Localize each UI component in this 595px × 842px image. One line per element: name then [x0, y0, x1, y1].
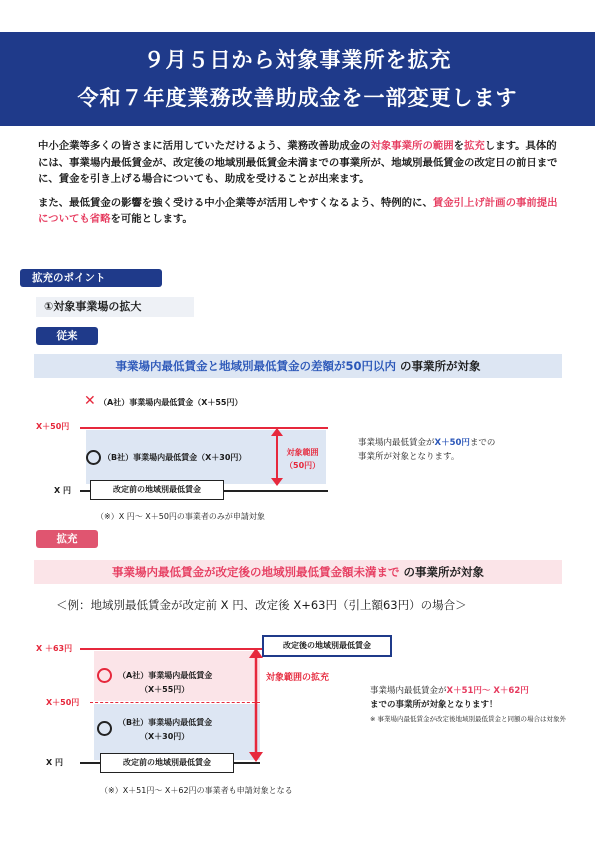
after-circle-b: [97, 721, 112, 736]
before-level-x: X 円: [54, 486, 71, 495]
before-banner: 事業場内最低賃金と地域別最低賃金の差額が50円以内 の事業所が対象: [34, 354, 562, 378]
title-line-2: 令和７年度業務改善助成金を一部変更します: [77, 86, 518, 110]
before-level-50: X＋50円: [36, 422, 70, 431]
after-note: 事業場内最低賃金がX＋51円～ X＋62円 までの事業所が対象となります！ ※ 事業場内最低賃金が改定後地域別最低賃金と同額の場合は対象外: [370, 686, 567, 723]
points-label: 拡充のポイント: [20, 269, 162, 287]
after-level-63: X ＋63円: [36, 644, 73, 653]
before-circle-b: [86, 450, 101, 465]
after-circle-a: [97, 668, 112, 683]
after-badge: 拡充: [36, 530, 98, 548]
x-mark-icon: ✕: [84, 393, 96, 409]
before-note: 事業場内最低賃金がX＋50円までの 事業所が対象となります。: [358, 438, 496, 462]
after-new-box: 改定後の地域別最低賃金: [262, 635, 392, 657]
after-range-arrow: [249, 648, 263, 762]
intro-paragraph-2: また、最低賃金の影響を強く受ける中小企業等が活用しやすくなるよう、特例的に、賃金引上げ計画の事前提出についても省略を可能とします。: [38, 196, 558, 225]
title-line-1: ９月５日から対象事業所を拡充: [143, 48, 452, 72]
after-company-a: （A社）事業場内最低賃金 （X＋55円）: [118, 671, 213, 694]
after-company-b: （B社）事業場内最低賃金 （X＋30円）: [118, 718, 213, 741]
after-level-x: X 円: [46, 758, 63, 767]
intro-text: [38, 138, 558, 235]
point-1-heading: ①対象事業場の拡大: [36, 297, 194, 317]
after-range-label: 対象範囲の拡充: [266, 673, 330, 683]
after-level-50: X＋50円: [46, 698, 80, 707]
after-baseline-box: 改定前の地域別最低賃金: [100, 753, 234, 773]
before-line-50: [80, 427, 328, 429]
title-banner: [0, 32, 595, 126]
before-company-a: （A社）事業場内最低賃金（X＋55円）: [99, 398, 243, 407]
before-company-b: （B社）事業場内最低賃金（X＋30円）: [103, 453, 247, 462]
before-badge: 従来: [36, 327, 98, 345]
after-banner: 事業場内最低賃金が改定後の地域別最低賃金額未満まで の事業所が対象: [34, 560, 562, 584]
after-footnote: （※）X＋51円～ X＋62円の事業者も申請対象となる: [100, 786, 293, 795]
before-range-arrow: [270, 428, 284, 486]
after-example: ＜例：地域別最低賃金が改定前 X 円、改定後 X+63円（引上額63円）の場合＞: [56, 598, 467, 612]
before-baseline-box: 改定前の地域別最低賃金: [90, 480, 224, 500]
before-footnote: （※）X 円～ X＋50円の事業者のみが申請対象: [96, 512, 265, 521]
before-range-label: 対象範囲 （50円）: [285, 448, 321, 470]
intro-paragraph-1: 中小企業等多くの皆さまに活用していただけるよう、業務改善助成金の対象事業所の範囲を拡充します。具体的には、事業場内最低賃金が、改定後の地域別最低賃金未満までの事業所が、地域別最低賃金の改定日の前日までに、賃金を引き上げる場合についても、助成を受けることが出来ます。: [38, 140, 558, 185]
